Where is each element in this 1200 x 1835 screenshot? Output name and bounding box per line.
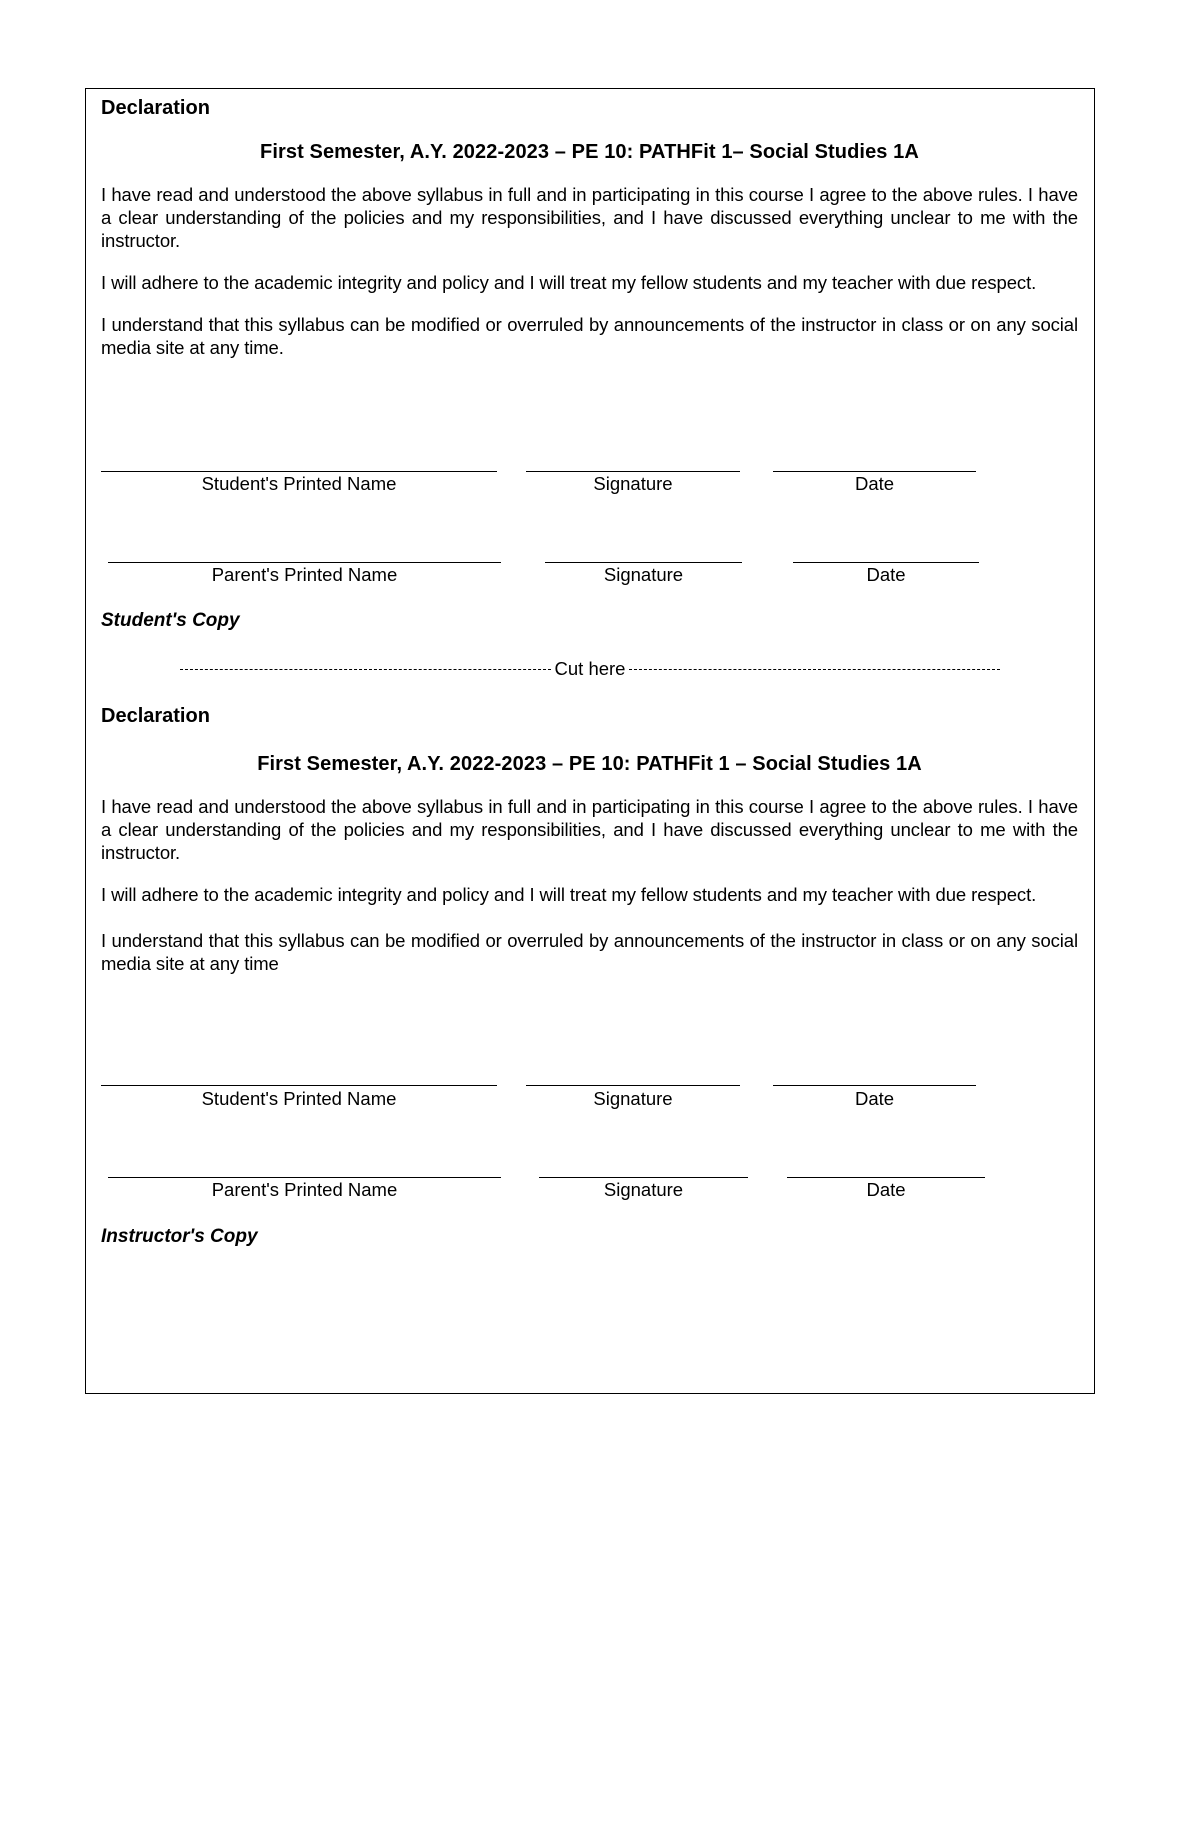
parent-signature-label: Signature	[603, 1179, 684, 1200]
course-subtitle: First Semester, A.Y. 2022-2023 – PE 10: PATHFit 1– Social Studies 1A	[260, 141, 919, 163]
parent-signature-label: Signature	[603, 564, 684, 585]
cut-dash-left	[180, 669, 551, 670]
student-name-line[interactable]	[101, 471, 497, 472]
student-name-line[interactable]	[101, 1085, 497, 1086]
student-signature-line[interactable]	[526, 1085, 740, 1086]
student-name-label: Student's Printed Name	[201, 1088, 397, 1109]
declaration-paragraph-2: I will adhere to the academic integrity and policy and I will treat my fellow students and my teacher with due respect.	[101, 884, 1037, 905]
parent-date-line[interactable]	[793, 562, 979, 563]
student-signature-label: Signature	[593, 473, 673, 494]
student-signature-line[interactable]	[526, 471, 740, 472]
student-signature-label: Signature	[593, 1088, 673, 1109]
parent-name-label: Parent's Printed Name	[211, 1179, 398, 1200]
declaration-paragraph-2: I will adhere to the academic integrity and policy and I will treat my fellow students and my teacher with due respect.	[101, 272, 1037, 293]
course-subtitle: First Semester, A.Y. 2022-2023 – PE 10: PATHFit 1 – Social Studies 1A	[257, 753, 922, 775]
declaration-heading: Declaration	[101, 705, 210, 727]
declaration-paragraph-1: I have read and understood the above syllabus in full and in participating in this course I agree to the above rules. I have a clear understanding of the policies and my responsibilities, and I have discussed everything unclear to me with the instructor.	[101, 796, 1078, 863]
student-date-line[interactable]	[773, 471, 976, 472]
student-date-label: Date	[854, 473, 895, 494]
parent-date-label: Date	[866, 564, 906, 585]
parent-date-line[interactable]	[787, 1177, 985, 1178]
cut-dash-right	[629, 669, 1000, 670]
parent-date-label: Date	[866, 1179, 906, 1200]
cut-here-divider	[180, 658, 1000, 680]
declaration-section-student	[101, 96, 1078, 359]
cut-here-label: Cut here	[554, 658, 626, 679]
student-name-label: Student's Printed Name	[201, 473, 397, 494]
students-copy-label: Student's Copy	[101, 610, 240, 631]
student-date-line[interactable]	[773, 1085, 976, 1086]
declaration-section-instructor	[101, 704, 1078, 975]
declaration-paragraph-1: I have read and understood the above syllabus in full and in participating in this course I agree to the above rules. I have a clear understanding of the policies and my responsibilities, and I have discussed everything unclear to me with the instructor.	[101, 184, 1078, 251]
parent-name-label: Parent's Printed Name	[211, 564, 398, 585]
declaration-paragraph-3: I understand that this syllabus can be modified or overruled by announcements of the instructor in class or on any social media site at any time	[101, 930, 1078, 974]
declaration-heading: Declaration	[101, 97, 210, 119]
parent-name-line[interactable]	[108, 1177, 501, 1178]
parent-signature-line[interactable]	[545, 562, 742, 563]
declaration-paragraph-3: I understand that this syllabus can be modified or overruled by announcements of the instructor in class or on any social media site at any time.	[101, 314, 1078, 358]
student-date-label: Date	[854, 1088, 895, 1109]
parent-name-line[interactable]	[108, 562, 501, 563]
parent-signature-line[interactable]	[539, 1177, 748, 1178]
instructors-copy-label: Instructor's Copy	[101, 1226, 258, 1247]
